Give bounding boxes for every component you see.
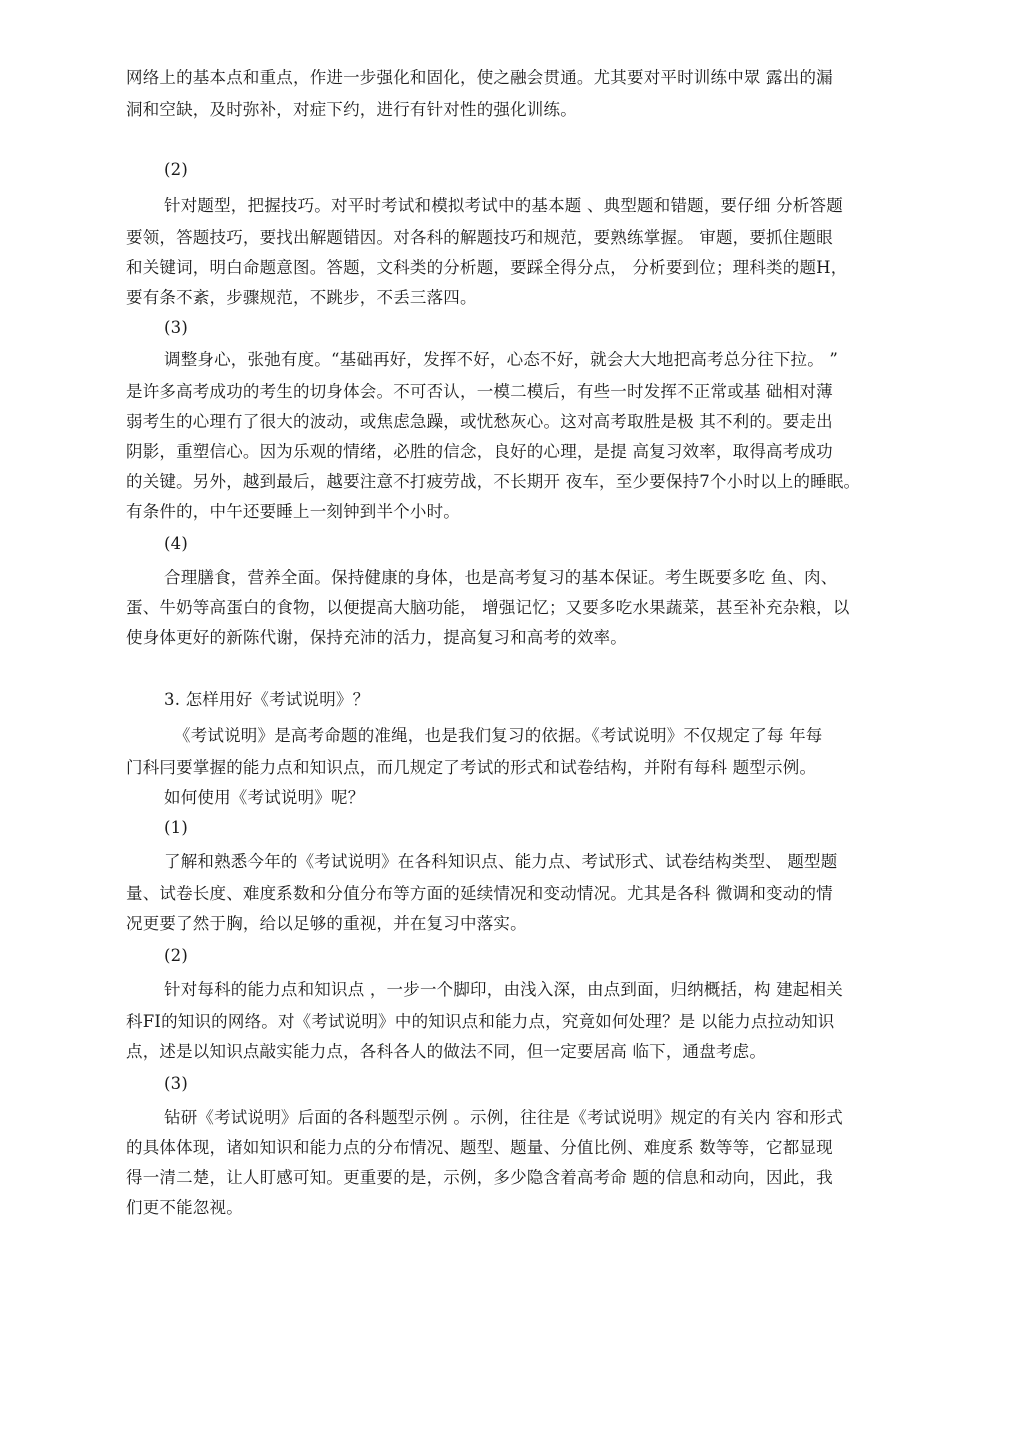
text-line: 要有条不紊，步骤规范，不跳步，不丢三落四。	[126, 288, 477, 307]
text-line: 况更要了然于胸，给以足够的重视，并在复习中落实。	[126, 914, 527, 933]
section-marker: (3)	[164, 1074, 188, 1093]
text-line: 使身体更好的新陈代谢，保持充沛的活力，提高复习和高考的效率。	[126, 628, 627, 647]
text-line: 量、试卷长度、难度系数和分值分布等方面的延续情况和变动情况。尤其是各科 微调和变动的情	[126, 884, 833, 903]
text-line: 是许多高考成功的考生的切身体会。不可否认，一模二模后，有些一时发挥不正常或基 础相对薄	[126, 382, 833, 401]
section-marker: (4)	[164, 534, 188, 553]
text-line: 们更不能忽视。	[126, 1198, 243, 1217]
text-line: 洞和空缺，及时弥补，对症下约，进行有针对性的强化训练。	[126, 100, 577, 119]
text-line: 阴影，重塑信心。因为乐观的情绪，必胜的信念，良好的心理，是提 高复习效率，取得高考成功	[126, 442, 833, 461]
text-line: 点，述是以知识点敲实能力点，各科各人的做法不同，但一定要居高 临下，通盘考虑。	[126, 1042, 767, 1061]
text-line: 针对每科的能力点和知识点 ，一步一个脚印，由浅入深，由点到面，归纳概括，构 建起相关	[164, 980, 843, 999]
text-line: 科FI的知识的网络。对《考试说明》中的知识点和能力点，究竟如何处理？是 以能力点拉动知识	[126, 1012, 835, 1031]
section-marker: (2)	[164, 160, 188, 179]
section-heading: 3. 怎样用好《考试说明》？	[164, 690, 370, 709]
text-line: 门科冃要掌握的能力点和知识点，而几规定了考试的形式和试卷结构，并附有每科 题型示例。	[126, 758, 817, 777]
text-line: 如何使用《考试说明》呢？	[164, 788, 365, 807]
text-line: 和关键词，明白命题意图。答题，文科类的分析题，要踩全得分点， 分析要到位；理科类的题H，	[126, 258, 848, 277]
text-line: 蛋、牛奶等高蛋白的食物，以便提高大脑功能， 增强记忆；又要多吃水果蔬菜，甚至补充杂粮，以	[126, 598, 850, 617]
text-line: 弱考生的心理冇了很大的波动，或焦虑急躁，或忧愁灰心。这对高考取胜是极 其不利的。要走出	[126, 412, 833, 431]
text-line: 《考试说明》是高考命题的准绳，也是我们复习的依据。《考试说明》不仅规定了每 年每	[174, 726, 823, 745]
text-line: 网络上的基本点和重点，作进一步强化和固化，使之融会贯通。尤其要对平时训练中眾 露出的漏	[126, 68, 833, 87]
section-marker: (1)	[164, 818, 188, 837]
section-marker: (2)	[164, 946, 188, 965]
text-line: 要领，答题技巧，要找出解题错因。对各科的解题技巧和规范，要熟练掌握。 审题，要抓住题眼	[126, 228, 833, 247]
text-line: 合理膳食，营养全面。保持健康的身体，也是高考复习的基本保证。考生既要多吃 鱼、肉、	[164, 568, 838, 587]
text-line: 得一清二楚，让人盯感可知。更重要的是，示例，多少隐含着高考命 题的信息和动向，因此，我	[126, 1168, 833, 1187]
section-marker: (3)	[164, 318, 188, 337]
text-line: 了解和熟悉今年的《考试说明》在各科知识点、能力点、考试形式、试卷结构类型、 题型题	[164, 852, 838, 871]
text-line: 的关键。另外，越到最后，越要注意不打疲劳战，不长期开 夜车，至少要保持7个小时以上的睡眠。	[126, 472, 861, 491]
text-line: 调整身心，张弛有度。“基础再好，发挥不好，心态不好，就会大大地把高考总分往下拉。 ”	[164, 350, 839, 369]
text-line: 针对题型，把握技巧。对平时考试和模拟考试中的基本题 、典型题和错题，要仔细 分析答题	[164, 196, 843, 215]
text-line: 有条件的，中午还要睡上一刻钟到半个小时。	[126, 502, 460, 521]
text-line: 的具体体现，诸如知识和能力点的分布情况、题型、题量、分值比例、难度系 数等等，它都显现	[126, 1138, 833, 1157]
text-line: 钻研《考试说明》后面的各科题型示例 。示例，往往是《考试说明》规定的有关内 容和形式	[164, 1108, 843, 1127]
